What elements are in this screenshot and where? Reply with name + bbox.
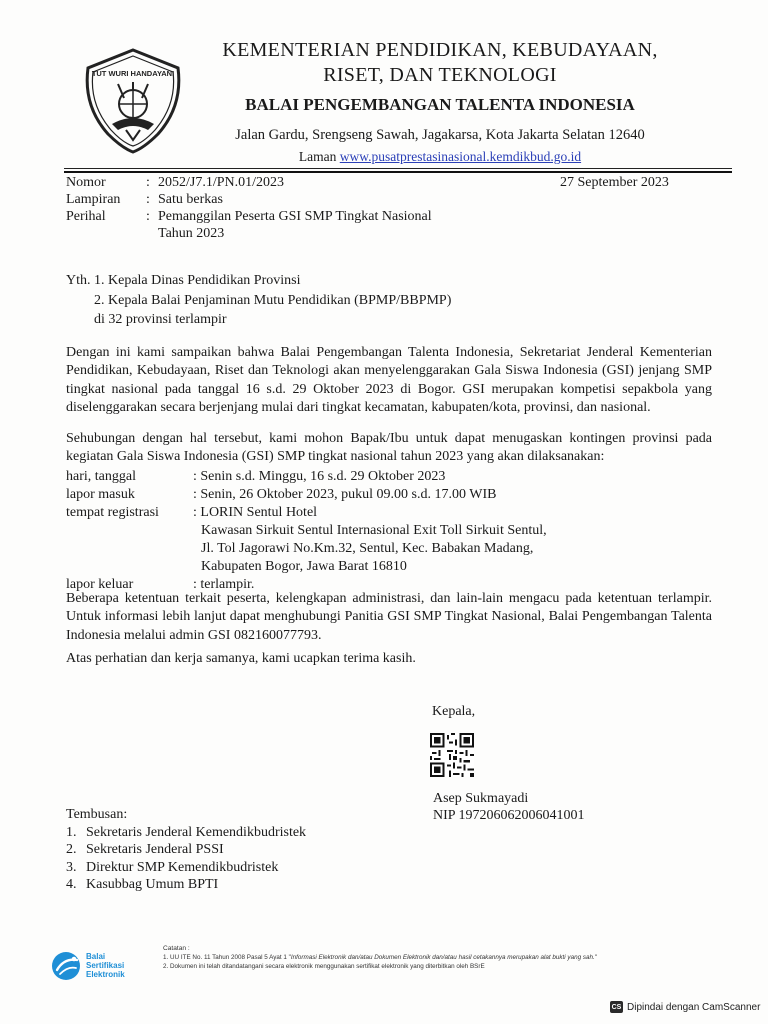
tempat-value-line2: Kawasan Sirkuit Sentul Internasional Exit Toll Sirkuit Sentul, <box>201 523 547 538</box>
detail-row-lapor-masuk <box>66 486 547 504</box>
tempat-value-line4: Kabupaten Bogor, Jawa Barat 16810 <box>201 559 407 574</box>
list-item <box>66 859 306 877</box>
footer-note-1 <box>163 953 597 962</box>
addressee-block <box>66 271 451 330</box>
signatory-role: Kepala, <box>432 704 476 719</box>
letterhead-divider-thin <box>64 168 732 169</box>
bsre-line1: Balai <box>86 952 106 961</box>
body-paragraph-1: Dengan ini kami sampaikan bahwa Balai Pengembangan Talenta Indonesia, Sekretariat Jenderal Kementerian Pendidikan, Kebudayaan, Riset dan Teknologi akan menyelenggarakan Gala Siswa Indonesia (GSI) jenjang SMP tingkat nasional pada tanggal 16 s.d. 29 Oktober 2023 di Bogor. GSI merupakan kompetisi sepakbola yang diselenggarakan secara berjenjang mulai dari tingkat kecamatan, kabupaten/kota, provinsi, dan nasional. <box>66 345 712 415</box>
hari-value: : Senin s.d. Minggu, 16 s.d. 29 Oktober 2023 <box>193 469 446 484</box>
carbon-copy-list <box>66 806 306 894</box>
nomor-value: 2052/J7.1/PN.01/2023 <box>158 175 285 190</box>
svg-text:TUT WURI HANDAYANI: TUT WURI HANDAYANI <box>91 69 175 78</box>
signatory-name: Asep Sukmayadi <box>433 791 529 806</box>
website-link[interactable]: www.pusatprestasinasional.kemdikbud.go.id <box>339 149 582 164</box>
list-text: Sekretaris Jenderal Kemendikbudristek <box>86 824 307 840</box>
footer-note-1-quote: Informasi Elektronik dan/atau Dokumen Elektronik dan/atau hasil cetakannya merupakan alat bukti yang sah. <box>290 954 595 961</box>
list-number: 2. <box>66 842 77 857</box>
addressee-line3: di 32 provinsi terlampir <box>94 312 227 327</box>
colon: : <box>146 192 150 207</box>
footer-note-1-suffix: " <box>594 954 597 961</box>
list-text: Sekretaris Jenderal PSSI <box>86 842 224 857</box>
perihal-value: Pemanggilan Peserta GSI SMP Tingkat Nasional <box>158 209 432 224</box>
event-details <box>66 468 547 594</box>
letter-date: 27 September 2023 <box>560 175 669 190</box>
detail-row-hari <box>66 468 547 486</box>
list-item <box>66 876 306 894</box>
body-paragraph-4: Atas perhatian dan kerja samanya, kami ucapkan terima kasih. <box>66 651 416 666</box>
letterhead-divider-thick <box>64 171 732 173</box>
bsre-logo <box>50 948 145 984</box>
perihal-label: Perihal <box>66 209 106 224</box>
tut-wuri-handayani-logo <box>78 46 188 156</box>
list-item <box>66 824 306 842</box>
carbon-copy-title: Tembusan: <box>66 807 128 822</box>
signatory-nip: NIP 197206062006041001 <box>433 808 585 823</box>
website-label: Laman <box>298 149 337 164</box>
lampiran-label: Lampiran <box>66 192 121 207</box>
meta-row-nomor <box>66 174 488 191</box>
colon: : <box>146 209 150 224</box>
body-paragraph-3: Beberapa ketentuan terkait peserta, kelengkapan administrasi, dan lain-lain mengacu pada ketentuan terlampir. Untuk informasi lebih lanjut dapat menghubungi Panitia GSI SMP Tingkat Nasional, Balai Pengembangan Talenta Indonesia melalui admin GSI 082160077793. <box>66 591 712 643</box>
list-number: 4. <box>66 877 77 892</box>
signatory <box>433 790 585 824</box>
signature-qr-code <box>430 733 474 777</box>
list-number: 3. <box>66 859 77 875</box>
body-paragraph-2: Sehubungan dengan hal tersebut, kami mohon Bapak/Ibu untuk dapat menugaskan kontingen provinsi pada kegiatan Gala Siswa Indonesia (GSI) SMP tingkat nasional tahun 2023 yang akan dilaksanakan: <box>66 431 712 465</box>
agency-address: Jalan Gardu, Srengseng Sawah, Jagakarsa, Kota Jakarta Selatan 12640 <box>235 127 645 143</box>
bsre-line3: Elektronik <box>86 970 125 979</box>
lapor-keluar-label: lapor keluar <box>66 577 134 592</box>
meta-row-perihal <box>66 208 488 225</box>
bsre-line2: Sertifikasi <box>86 961 125 970</box>
addressee-line1: Yth. 1. Kepala Dinas Pendidikan Provinsi <box>66 273 301 288</box>
footer-notes <box>163 944 597 971</box>
camscanner-text: Dipindai dengan CamScanner <box>627 1001 761 1013</box>
perihal-value-continued: Tahun 2023 <box>158 226 225 241</box>
ministry-name-line2: RISET, DAN TEKNOLOGI <box>323 64 557 86</box>
footer-notes-title: Catatan : <box>163 945 190 952</box>
camscanner-watermark <box>610 1001 760 1013</box>
ministry-name-line1: KEMENTERIAN PENDIDIKAN, KEBUDAYAAN, <box>222 39 658 61</box>
list-number: 1. <box>66 824 77 840</box>
agency-name: BALAI PENGEMBANGAN TALENTA INDONESIA <box>245 95 635 114</box>
list-text: Direktur SMP Kemendikbudristek <box>86 859 279 875</box>
tempat-label: tempat registrasi <box>66 505 159 520</box>
lapor-masuk-value: : Senin, 26 Oktober 2023, pukul 09.00 s.d. 17.00 WIB <box>193 487 497 502</box>
lampiran-value: Satu berkas <box>158 192 223 207</box>
footer-note-2: 2. Dokumen ini telah ditandatangani secara elektronik menggunakan sertifikat elektronik yang diterbitkan oleh BSrE <box>163 963 485 970</box>
lapor-keluar-value: : terlampir. <box>193 577 255 592</box>
meta-row-lampiran <box>66 191 488 208</box>
letter-meta <box>66 174 488 242</box>
lapor-masuk-label: lapor masuk <box>66 487 135 502</box>
list-text: Kasubbag Umum BPTI <box>86 877 219 892</box>
list-item <box>66 841 306 859</box>
agency-website <box>200 146 680 168</box>
camscanner-icon: CS <box>610 1001 623 1013</box>
footer-note-1-prefix: 1. UU ITE No. 11 Tahun 2008 Pasal 5 Ayat 1 " <box>163 954 291 961</box>
tempat-value-line3: Jl. Tol Jagorawi No.Km.32, Sentul, Kec. Babakan Madang, <box>201 541 534 556</box>
hari-label: hari, tanggal <box>66 469 136 484</box>
letterhead <box>200 38 680 168</box>
colon: : <box>146 175 150 190</box>
tempat-value: : LORIN Sentul Hotel <box>193 505 318 520</box>
nomor-label: Nomor <box>66 175 106 190</box>
detail-row-tempat <box>66 504 547 522</box>
addressee-line2: 2. Kepala Balai Penjaminan Mutu Pendidikan (BPMP/BBPMP) <box>94 292 452 308</box>
